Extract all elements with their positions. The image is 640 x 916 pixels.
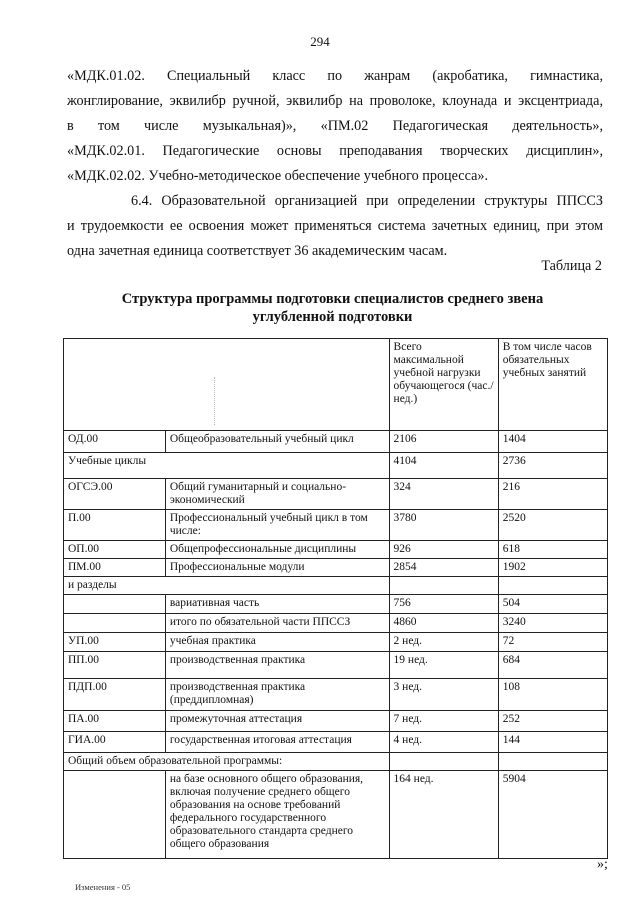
table-row xyxy=(64,711,608,732)
table-row xyxy=(64,732,608,753)
row-merged-label: Общий объем образовательной программы: xyxy=(64,753,390,771)
row-code: П.00 xyxy=(64,510,166,541)
paragraph-1-line: «МДК.02.01. Педагогические основы преподавания творческих дисциплин», xyxy=(67,143,603,159)
row-total: 4 нед. xyxy=(389,732,498,753)
row-included: 2520 xyxy=(498,510,607,541)
row-included: 252 xyxy=(498,711,607,732)
row-included: 216 xyxy=(498,479,607,510)
row-included: 684 xyxy=(498,652,607,679)
row-code: ПДП.00 xyxy=(64,679,166,711)
row-name: Общеобразовательный учебный цикл xyxy=(165,431,389,453)
row-included: 618 xyxy=(498,541,607,559)
row-code: УП.00 xyxy=(64,633,166,652)
row-total: 324 xyxy=(389,479,498,510)
header-included-cell: В том числе часов обязательных учебных занятий xyxy=(498,339,607,431)
row-name: производственная практика (преддипломная) xyxy=(165,679,389,711)
row-total: 3780 xyxy=(389,510,498,541)
row-name: вариативная часть xyxy=(165,595,389,614)
row-name: учебная практика xyxy=(165,633,389,652)
row-code: ПП.00 xyxy=(64,652,166,679)
row-code: ГИА.00 xyxy=(64,732,166,753)
paragraph-2-line: 6.4. Образовательной организацией при определении структуры ППССЗ xyxy=(131,193,603,209)
row-included: 1902 xyxy=(498,559,607,577)
paragraph-2-line: и трудоемкости ее освоения может применяться система зачетных единиц, при этом xyxy=(67,218,603,234)
row-total: 2 нед. xyxy=(389,633,498,652)
paragraph-1-line: жонглирование, эквилибр ручной, эквилибр на проволоке, клоунада и эксцентриада, xyxy=(67,93,603,109)
header-empty-cell xyxy=(64,339,390,431)
row-name: на базе основного общего образования, включая получение среднего общего образования на основе требований федерального государственного образовательного стандарта среднего общего образования xyxy=(165,771,389,859)
footer-note: Изменения - 05 xyxy=(75,882,131,892)
row-code: ПА.00 xyxy=(64,711,166,732)
paragraph-1-line: «МДК.01.02. Специальный класс по жанрам (акробатика, гимнастика, xyxy=(67,68,603,84)
structure-table xyxy=(63,338,608,859)
row-name: государственная итоговая аттестация xyxy=(165,732,389,753)
row-included: 144 xyxy=(498,732,607,753)
row-total: 7 нед. xyxy=(389,711,498,732)
row-total: 2106 xyxy=(389,431,498,453)
row-included: 1404 xyxy=(498,431,607,453)
row-name: Общепрофессиональные дисциплины xyxy=(165,541,389,559)
row-code xyxy=(64,614,166,633)
row-code: ПМ.00 xyxy=(64,559,166,577)
table-title-line: Структура программы подготовки специалистов среднего звена xyxy=(121,291,544,307)
row-name: производственная практика xyxy=(165,652,389,679)
table-row xyxy=(64,431,608,453)
row-total: 19 нед. xyxy=(389,652,498,679)
paragraph-2-line: одна зачетная единица соответствует 36 академическим часам. xyxy=(67,243,448,259)
row-total: 756 xyxy=(389,595,498,614)
page-number: 294 xyxy=(310,34,330,49)
row-total: 4860 xyxy=(389,614,498,633)
row-merged-label: Учебные циклы xyxy=(64,453,390,479)
row-included: 5904 xyxy=(498,771,607,859)
table-row xyxy=(64,614,608,633)
table-row xyxy=(64,679,608,711)
row-included: 2736 xyxy=(498,453,607,479)
row-code xyxy=(64,771,166,859)
row-included: 3240 xyxy=(498,614,607,633)
row-included: 504 xyxy=(498,595,607,614)
table-row xyxy=(64,559,608,577)
table-row xyxy=(64,479,608,510)
scan-mark xyxy=(214,377,215,425)
paragraph-1-line: «МДК.02.02. Учебно-методическое обеспечение учебного процесса». xyxy=(67,168,489,184)
closing-quote: »; xyxy=(597,857,608,872)
table-row xyxy=(64,652,608,679)
table-row xyxy=(64,771,608,859)
table-header-row xyxy=(64,339,608,431)
table-title-line: углубленной подготовки xyxy=(252,309,413,325)
row-name: итого по обязательной части ППССЗ xyxy=(165,614,389,633)
row-total: 164 нед. xyxy=(389,771,498,859)
row-total: 3 нед. xyxy=(389,679,498,711)
row-name: промежуточная аттестация xyxy=(165,711,389,732)
row-name: Профессиональный учебный цикл в том числе: xyxy=(165,510,389,541)
row-included: 72 xyxy=(498,633,607,652)
paragraph-1-line: в том числе музыкальная)», «ПМ.02 Педагогическая деятельность», xyxy=(67,118,603,134)
row-total: 926 xyxy=(389,541,498,559)
row-total xyxy=(389,753,498,771)
row-included xyxy=(498,753,607,771)
row-name: Общий гуманитарный и социально-экономический xyxy=(165,479,389,510)
row-total: 4104 xyxy=(389,453,498,479)
row-included: 108 xyxy=(498,679,607,711)
table-row xyxy=(64,595,608,614)
row-code: ОГСЭ.00 xyxy=(64,479,166,510)
row-total: 2854 xyxy=(389,559,498,577)
paragraph-1 xyxy=(67,64,603,189)
table-title xyxy=(60,290,605,326)
row-code xyxy=(64,595,166,614)
table-row xyxy=(64,577,608,595)
header-total-cell: Всего максимальной учебной нагрузки обучающегося (час./нед.) xyxy=(389,339,498,431)
table-row xyxy=(64,753,608,771)
row-code: ОП.00 xyxy=(64,541,166,559)
paragraph-2 xyxy=(67,189,603,264)
table-row xyxy=(64,541,608,559)
table-caption: Таблица 2 xyxy=(541,258,602,274)
table-row xyxy=(64,633,608,652)
row-name: Профессиональные модули xyxy=(165,559,389,577)
row-code: ОД.00 xyxy=(64,431,166,453)
table-row xyxy=(64,510,608,541)
row-included xyxy=(498,577,607,595)
row-merged-label: и разделы xyxy=(64,577,390,595)
table-row xyxy=(64,453,608,479)
row-total xyxy=(389,577,498,595)
